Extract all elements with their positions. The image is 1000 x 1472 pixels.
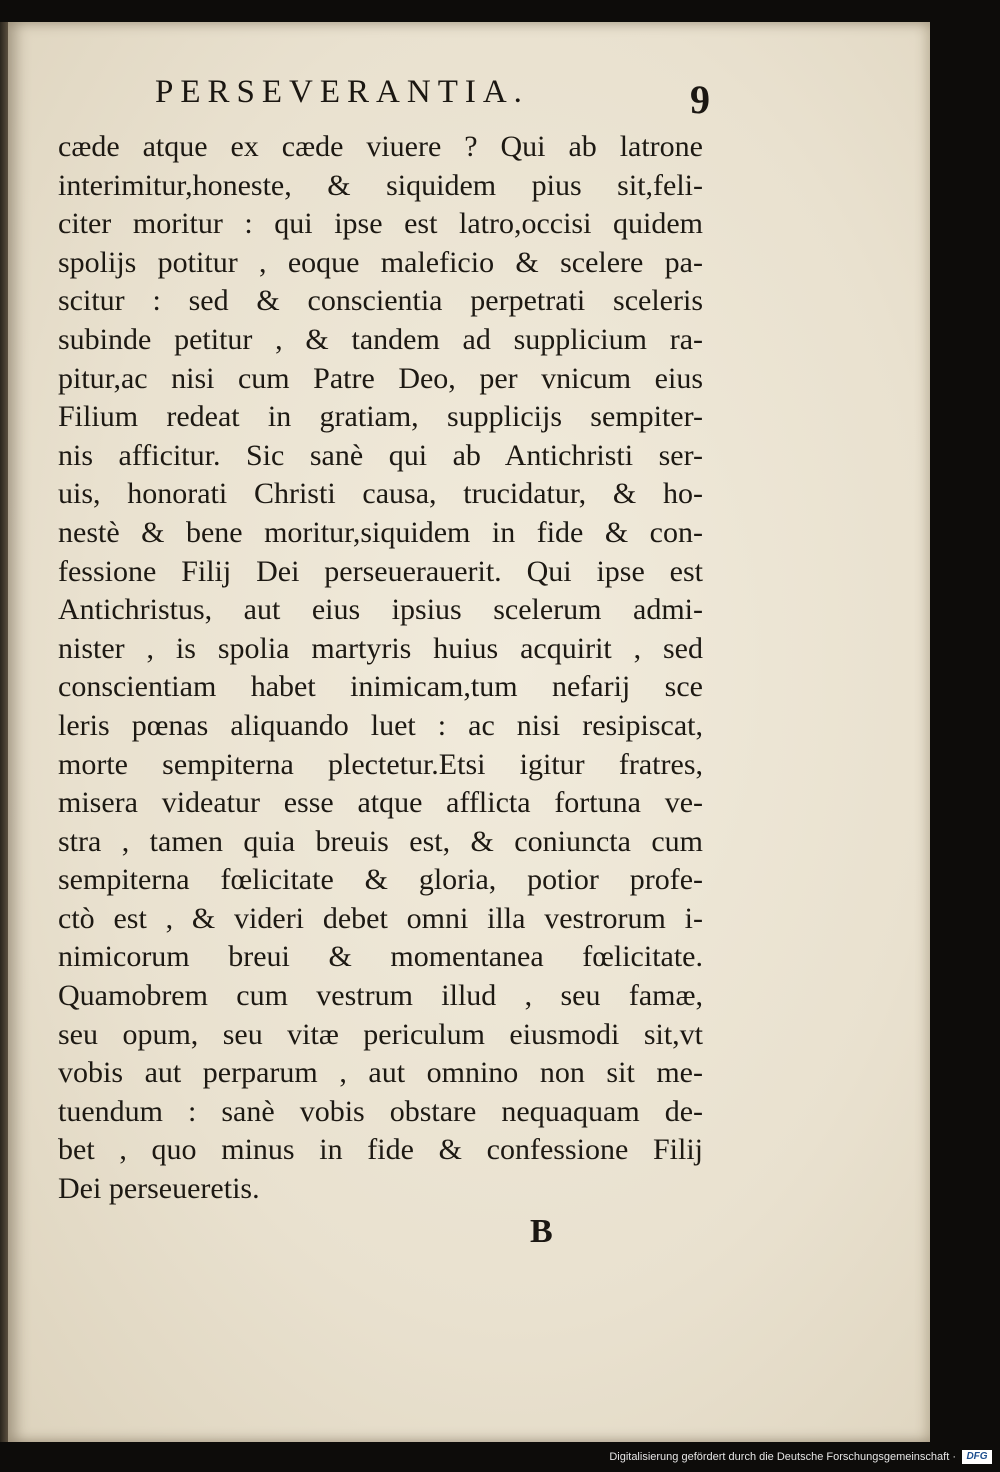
text-line: Filium redeat in gratiam, supplicijs sempiter- xyxy=(58,400,703,434)
text-line: morte sempiterna plectetur.Etsi igitur fratres, xyxy=(58,747,703,781)
footer-bar xyxy=(0,1442,1000,1472)
text-line: ctò est , & videri debet omni illa vestrorum i- xyxy=(58,901,703,935)
text-line: pitur,ac nisi cum Patre Deo, per vnicum eius xyxy=(58,361,703,395)
text-line: conscientiam habet inimicam,tum nefarij sce xyxy=(58,670,703,704)
text-line: leris pœnas aliquando luet : ac nisi resipiscat, xyxy=(58,708,703,742)
text-line: uis, honorati Christi causa, trucidatur, & ho- xyxy=(58,477,703,511)
text-line: subinde petitur , & tandem ad supplicium ra- xyxy=(58,322,703,356)
page-number: 9 xyxy=(690,77,710,122)
text-line: nister , is spolia martyris huius acquirit , sed xyxy=(58,631,703,665)
text-line: vobis aut perparum , aut omnino non sit me- xyxy=(58,1056,703,1090)
text-line: fessione Filij Dei perseuerauerit. Qui ipse est xyxy=(58,554,703,588)
signature-mark: B xyxy=(530,1213,553,1250)
text-line: nis afficitur. Sic sanè qui ab Antichristi ser- xyxy=(58,438,703,472)
text-line: interimitur,honeste, & siquidem pius sit,feli- xyxy=(58,168,703,202)
text-line: sempiterna fœlicitate & gloria, potior profe- xyxy=(58,863,703,897)
text-line: stra , tamen quia breuis est, & coniuncta cum xyxy=(58,824,703,858)
text-line: cæde atque ex cæde viuere ? Qui ab latrone xyxy=(58,130,703,163)
text-line: nestè & bene moritur,siquidem in fide & con- xyxy=(58,515,703,549)
text-line: seu opum, seu vitæ periculum eiusmodi sit,vt xyxy=(58,1017,703,1051)
text-line: misera videatur esse atque afflicta fortuna ve- xyxy=(58,786,703,820)
funding-credit: Digitalisierung gefördert durch die Deutsche Forschungsgemeinschaft · xyxy=(609,1451,956,1463)
text-line: nimicorum breui & momentanea fœlicitate. xyxy=(58,940,703,974)
page-edge xyxy=(0,22,8,1442)
text-line: scitur : sed & conscientia perpetrati sceleris xyxy=(58,284,703,318)
text-line: Quamobrem cum vestrum illud , seu famæ, xyxy=(58,979,703,1013)
text-line: Dei perseueretis. xyxy=(58,1172,260,1206)
text-line: tuendum : sanè vobis obstare nequaquam de- xyxy=(58,1094,703,1128)
text-line: spolijs potitur , eoque maleficio & scelere pa- xyxy=(58,245,703,279)
running-head: PERSEVERANTIA. xyxy=(155,74,529,110)
text-line: Antichristus, aut eius ipsius scelerum admi- xyxy=(58,593,703,627)
body-text xyxy=(58,128,703,1209)
text-line: bet , quo minus in fide & confessione Filij xyxy=(58,1133,703,1167)
dfg-logo-icon: DFG xyxy=(962,1450,992,1464)
text-line: citer moritur : qui ipse est latro,occisi quidem xyxy=(58,207,703,241)
